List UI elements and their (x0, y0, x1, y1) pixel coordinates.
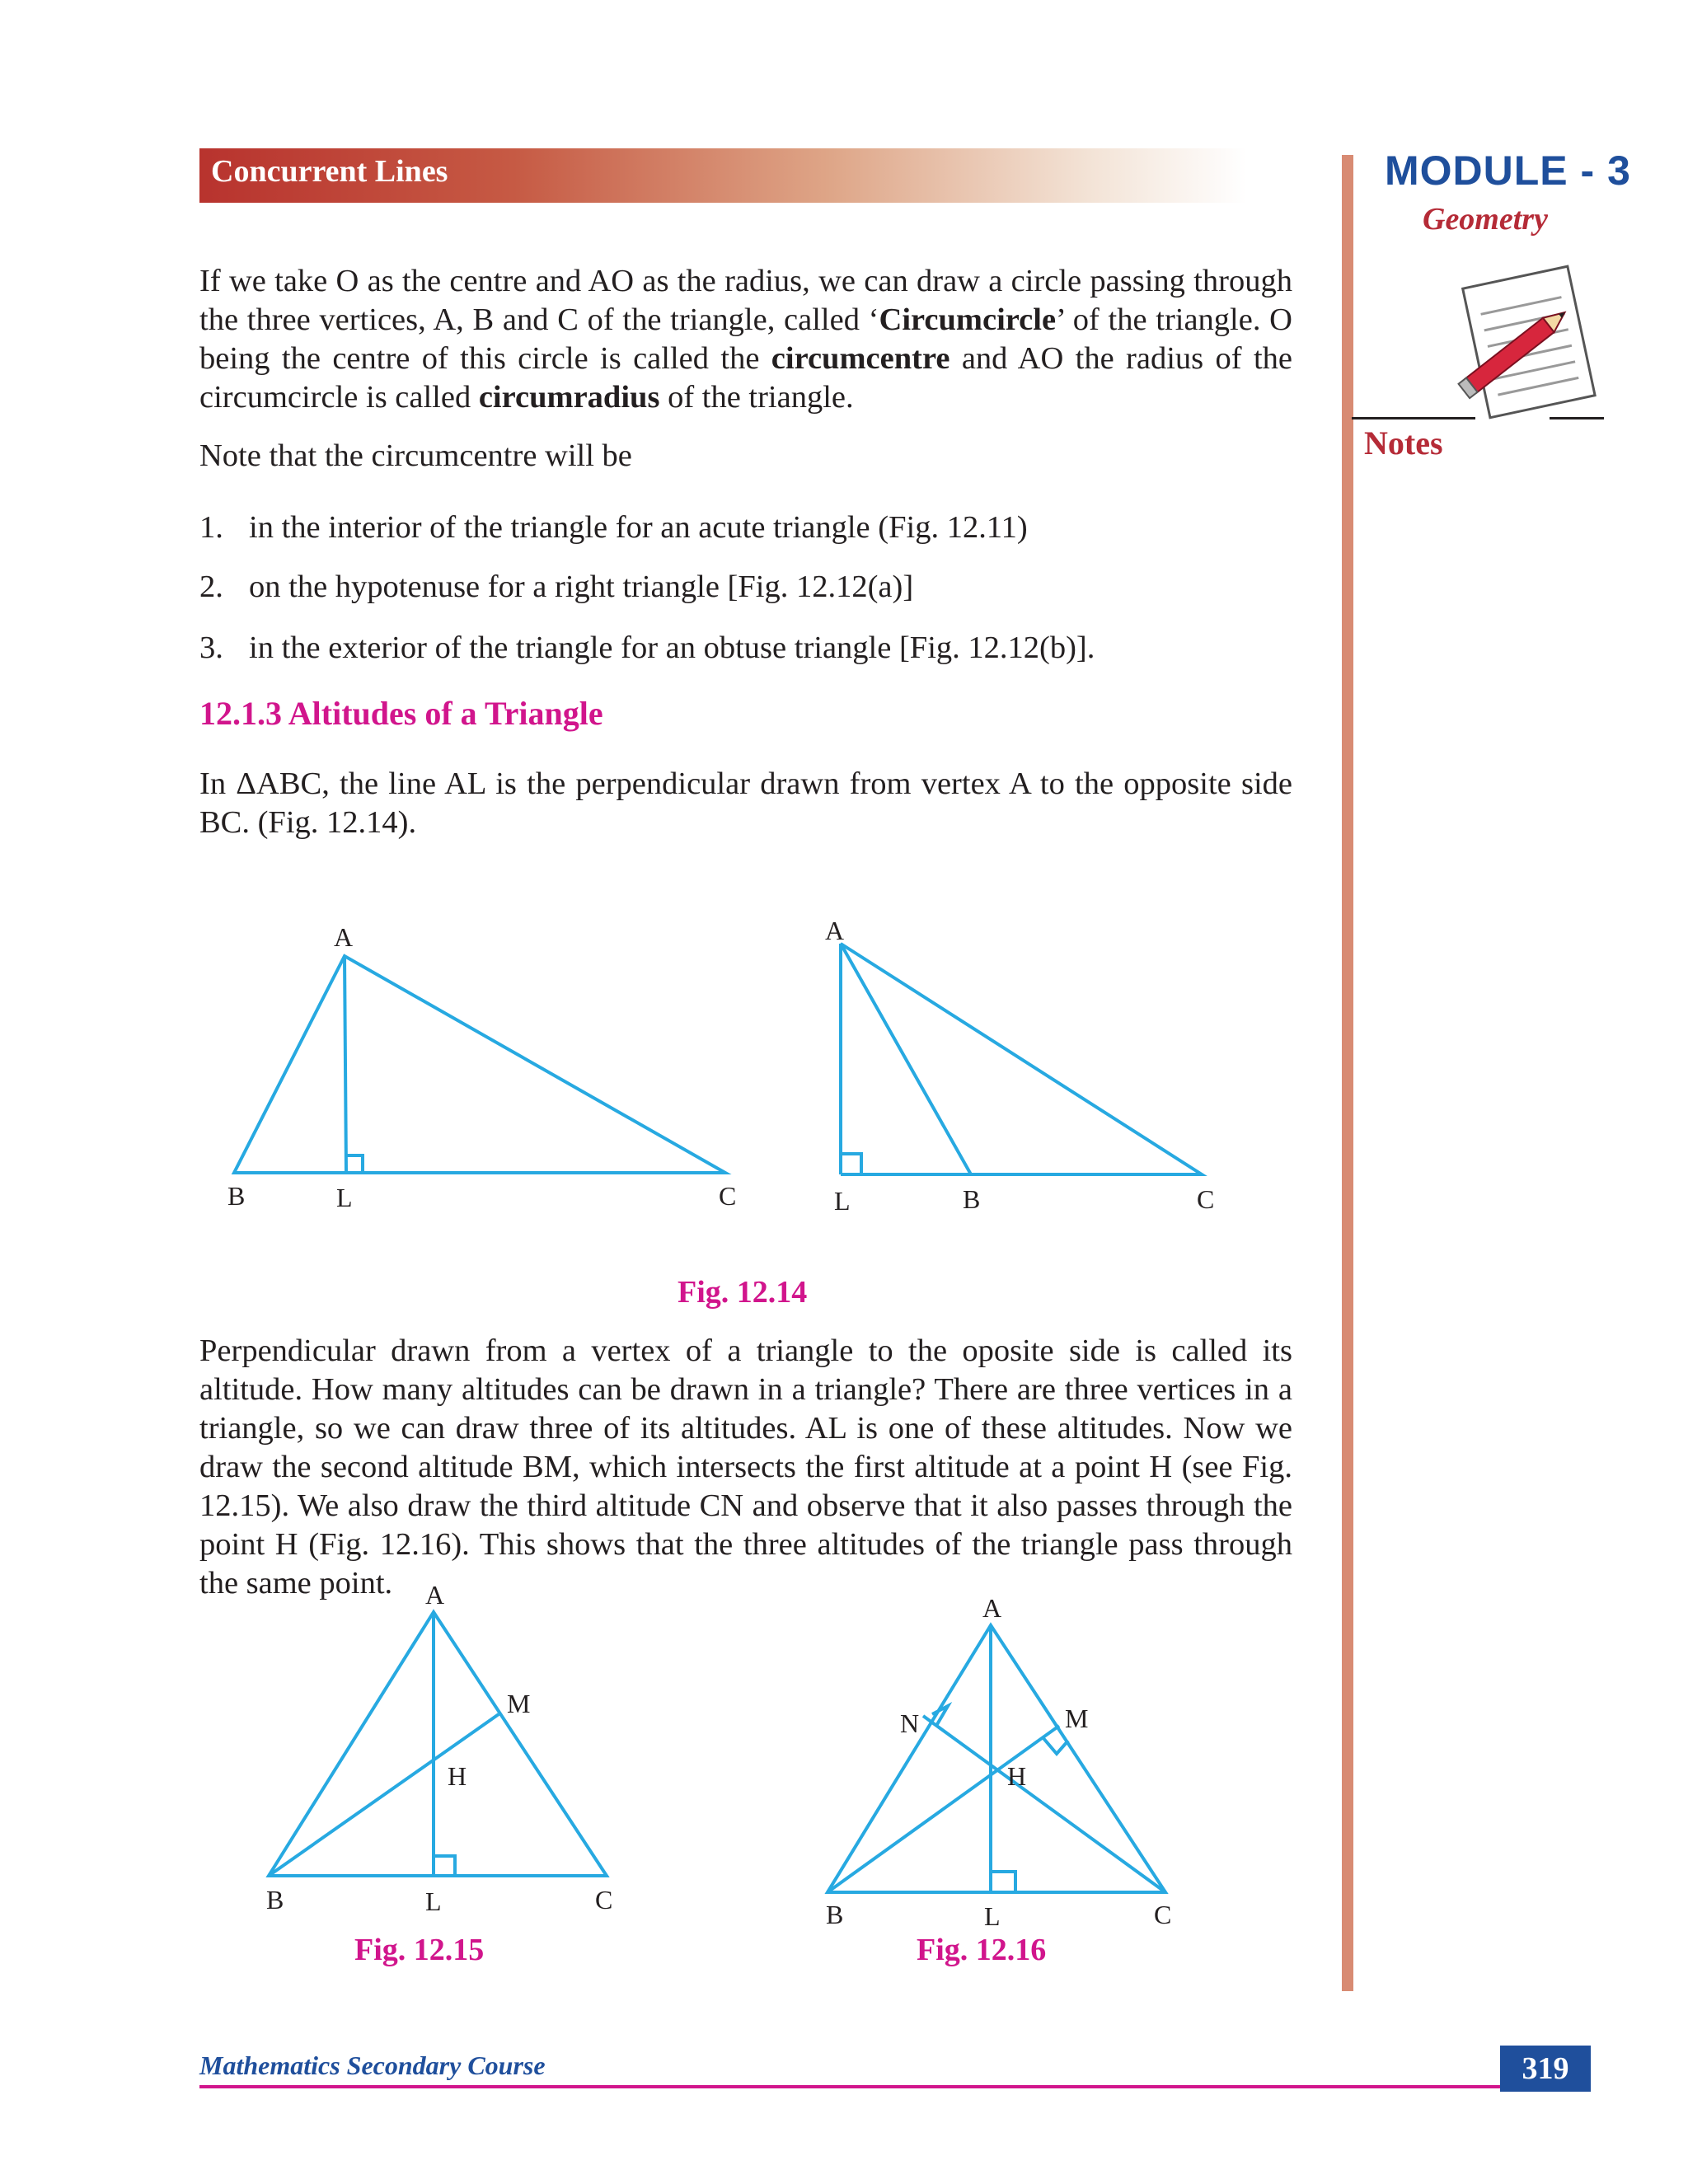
module-title: MODULE - 3 (1385, 148, 1631, 194)
footer-course-title: Mathematics Secondary Course (199, 2050, 546, 2080)
vertex-label-l: L (834, 1186, 851, 1216)
chapter-title: Concurrent Lines (211, 154, 448, 189)
vertex-label-c: C (719, 1181, 737, 1211)
triangle-fig-12-15 (269, 1612, 607, 1876)
right-angle-marker (434, 1856, 455, 1876)
vertex-label-m: M (507, 1689, 531, 1718)
list-item: 3. in the exterior of the triangle for an obtuse triangle [Fig. 12.12(b)]. (199, 630, 1095, 665)
vertex-label-h: H (448, 1761, 467, 1791)
vertex-label-l: L (336, 1183, 353, 1212)
subject-title: Geometry (1423, 202, 1548, 237)
circumcircle-paragraph: If we take O as the centre and AO as the radius, we can draw a circle passing through the three vertices, A, B and C of the triangle, called ‘Circumcircle’ of the triangle. O being the centre of this circle is called the circumcentre and AO the radius of the circumcircle is called circumradius of the triangle. (199, 264, 1292, 415)
vertex-label-a: A (982, 1593, 1002, 1623)
vertex-label-n: N (900, 1708, 920, 1738)
notes-label: Notes (1364, 424, 1443, 462)
figure-caption: Fig. 12.15 (354, 1933, 485, 1967)
list-item: 1. in the interior of the triangle for an acute triangle (Fig. 12.11) (199, 510, 1028, 545)
triangle-abc (828, 1625, 1165, 1892)
vertex-label-l: L (984, 1901, 1001, 1931)
vertex-label-b: B (227, 1181, 246, 1211)
vertex-label-b: B (826, 1900, 844, 1929)
vertex-label-c: C (1197, 1184, 1215, 1214)
altitude-bm (269, 1714, 499, 1876)
note-intro: Note that the circumcentre will be (199, 438, 632, 473)
altitude-cn (923, 1716, 1165, 1892)
page-number: 319 (1500, 2046, 1591, 2092)
section-heading: 12.1.3 Altitudes of a Triangle (199, 695, 603, 732)
vertex-label-a: A (334, 922, 354, 952)
figure-caption: Fig. 12.14 (678, 1275, 808, 1310)
vertex-label-l: L (425, 1886, 442, 1916)
altitudes-explanation: Perpendicular drawn from a vertex of a triangle to the oposite side is called its altitude. How many altitudes can be drawn in a triangle? There are three vertices in a triangle, so we can draw three of its altitudes. AL is one of these altitudes. Now we draw the second altitude BM, which intersects the first altitude at a point H (see Fig. 12.15). We also draw the third altitude CN and observe that it also passes through the point H (Fig. 12.16). This shows that the three altitudes of the triangle pass through the same point. (199, 1333, 1292, 1601)
altitude-bm (828, 1726, 1059, 1892)
figure-caption: Fig. 12.16 (917, 1933, 1047, 1967)
vertex-label-m: M (1065, 1704, 1089, 1733)
right-angle-marker (991, 1872, 1015, 1892)
vertex-label-b: B (963, 1184, 981, 1214)
footer-rule (199, 2085, 1500, 2088)
vertex-label-a: A (825, 916, 845, 945)
altitude-paragraph: In ΔABC, the line AL is the perpendicular drawn from vertex A to the opposite side BC. (Fig. 12.14). (199, 766, 1292, 840)
vertex-label-c: C (1154, 1900, 1172, 1929)
triangle-abc (269, 1612, 607, 1876)
vertex-label-a: A (425, 1580, 445, 1610)
vertex-label-h: H (1007, 1761, 1027, 1791)
triangle-fig-12-16 (828, 1625, 1165, 1892)
vertex-label-b: B (266, 1885, 284, 1915)
vertex-label-c: C (595, 1885, 613, 1915)
list-item: 2. on the hypotenuse for a right triangle [Fig. 12.12(a)] (199, 569, 914, 604)
